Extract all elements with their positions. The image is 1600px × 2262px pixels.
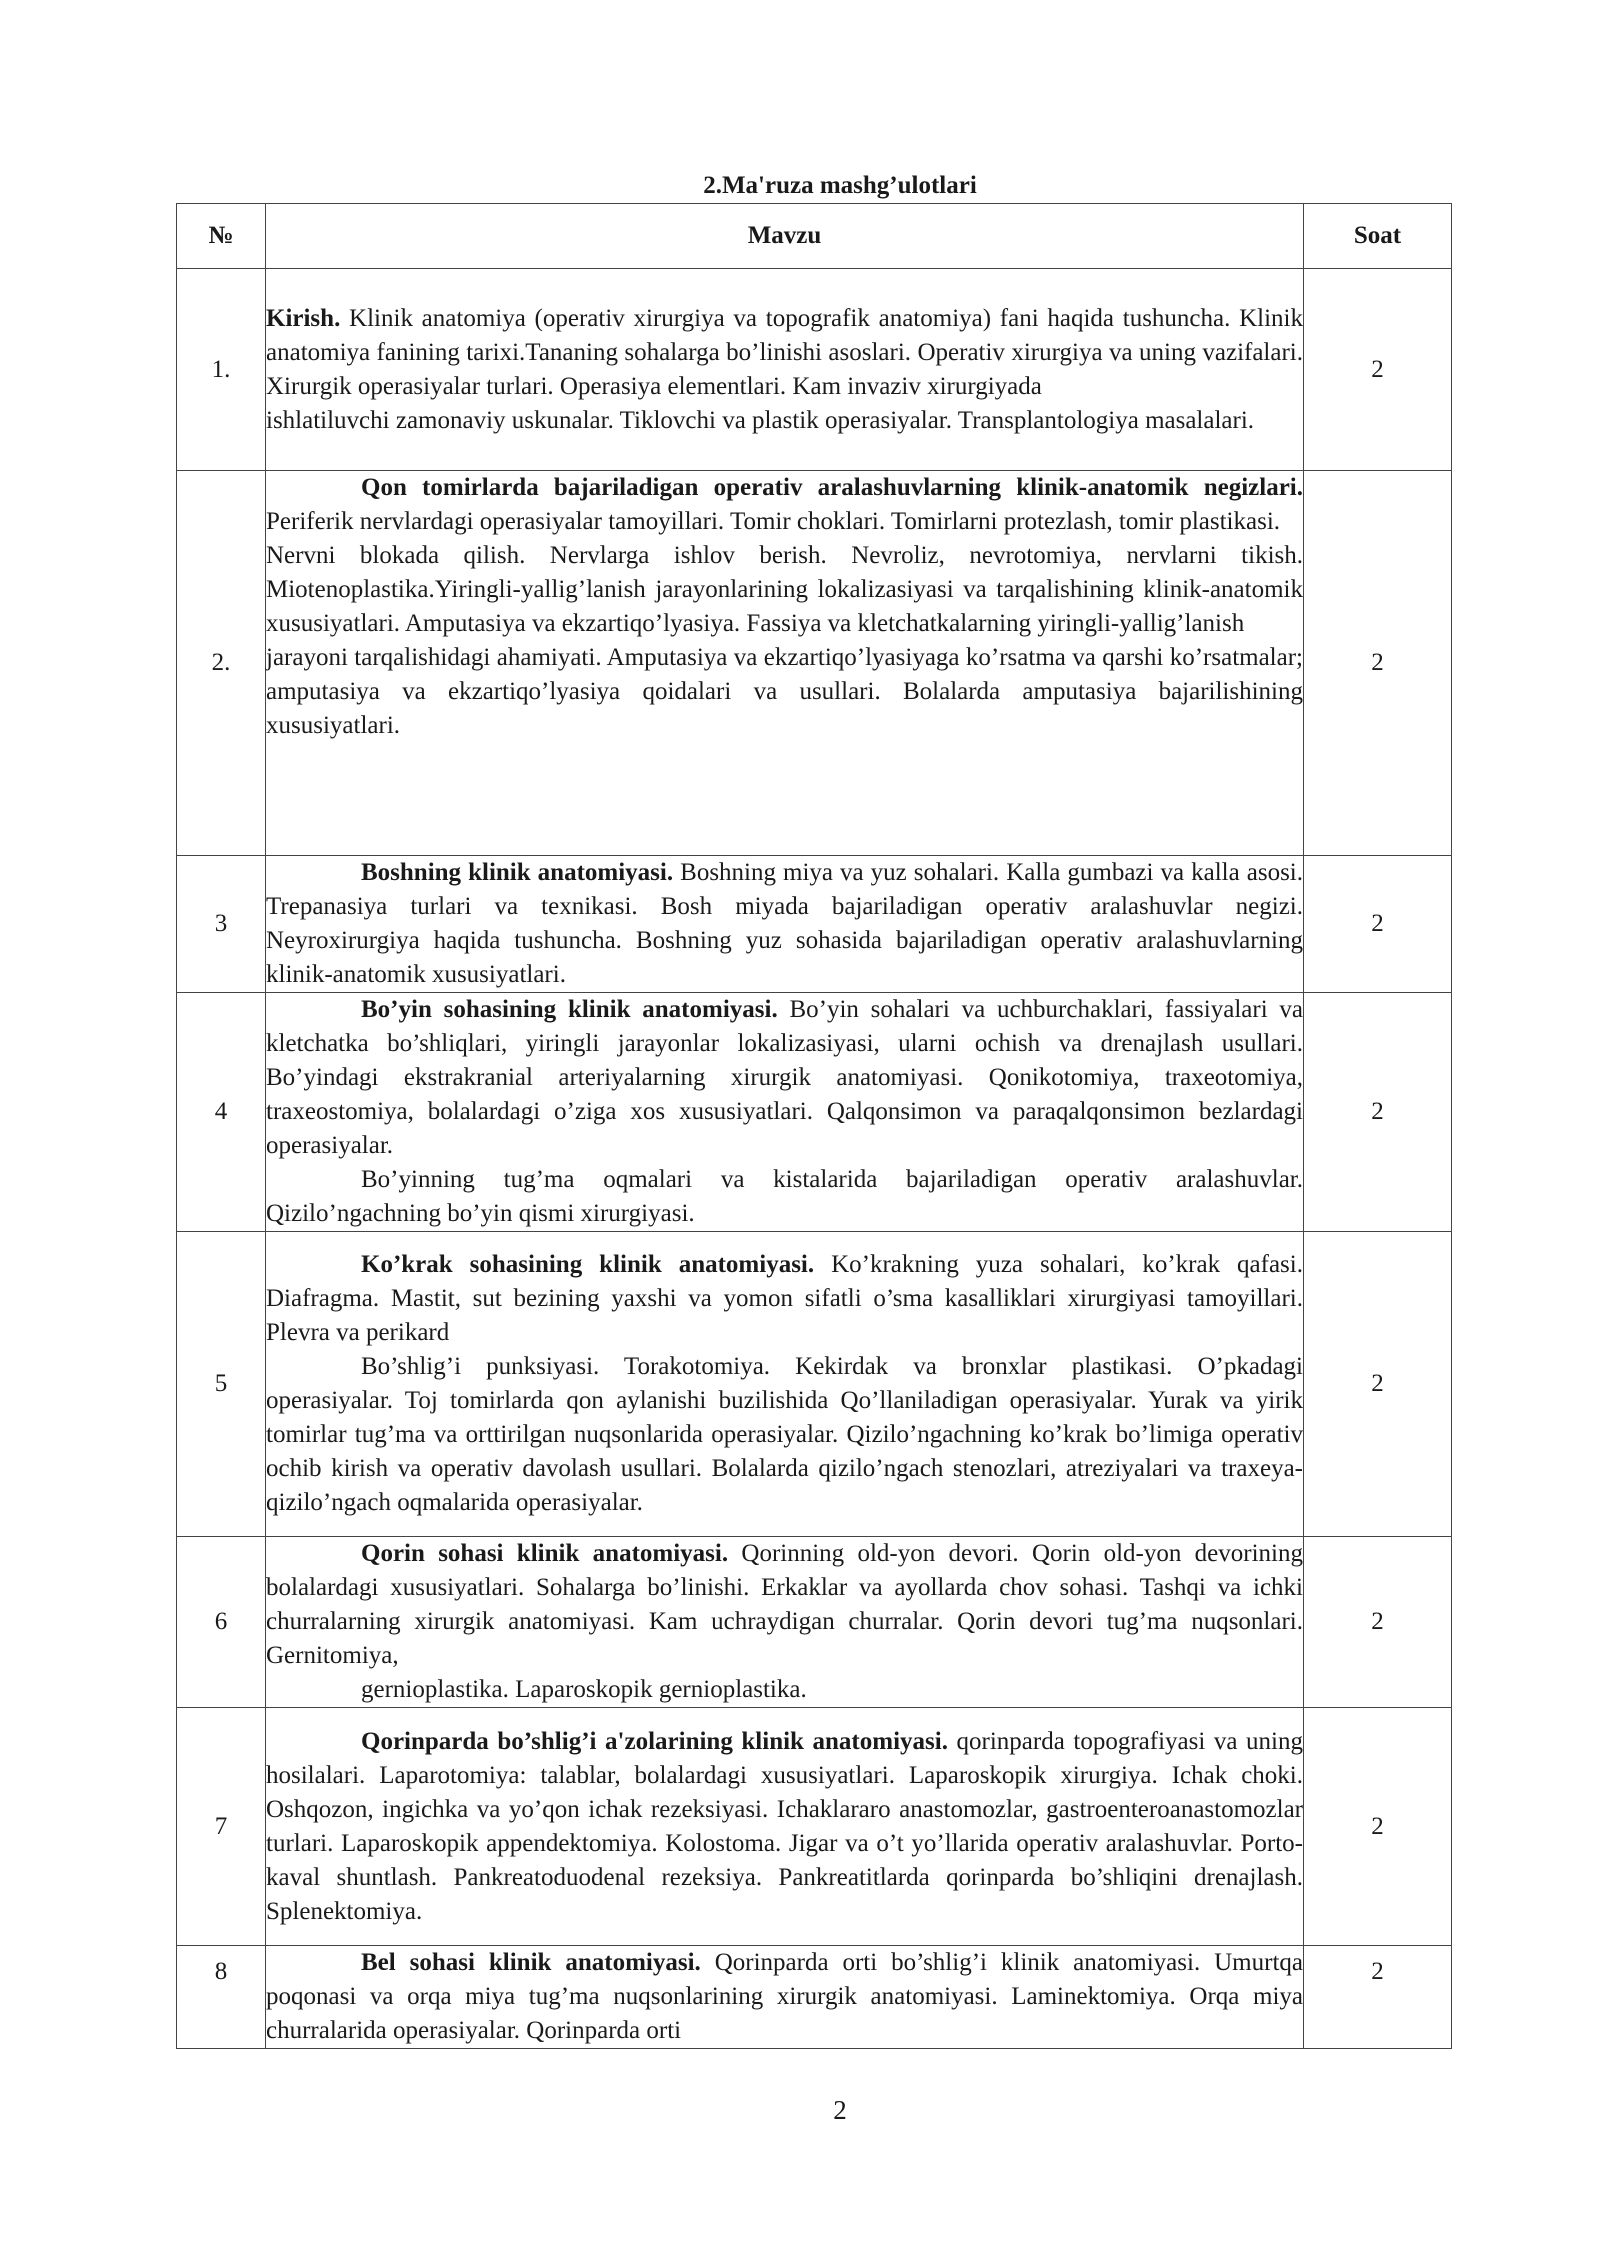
- row-hours: 2: [1304, 1708, 1452, 1946]
- row-number: 3: [177, 856, 266, 993]
- topic-text: Bo’yin sohalari va uchburchaklari, fassiyalari va kletchatka bo’shliqlari, yiringli jarayonlar lokalizasiyasi, ularni ochish va drenajlash usullari. Bo’yindagi ekstrakranial arteriyalarning xirurgik anatomiyasi. Qonikotomiya, traxeotomiya, traxeostomiya, bolalardagi o’ziga xos xususiyatlari. Qalqonsimon va paraqalqonsimon bezlardagi operasiyalar.: [266, 996, 1304, 1159]
- table-row: [177, 1946, 1452, 2049]
- topic-text: Bo’yinning tug’ma oqmalari va kistalarida bajariladigan operativ aralashuvlar. Qizilo’ngachning bo’yin qismi xirurgiyasi.: [266, 1166, 1303, 1227]
- table-row: [177, 1708, 1452, 1946]
- topic-heading: Bo’yin sohasining klinik anatomiyasi.: [361, 996, 778, 1023]
- section-title: 2.Ma'ruza mashg’ulotlari: [703, 172, 977, 199]
- topic-heading: Ko’krak sohasining klinik anatomiyasi.: [361, 1251, 815, 1278]
- header-topic: Mavzu: [266, 204, 1304, 269]
- row-topic: [266, 269, 1304, 471]
- topic-text: Klinik anatomiya (operativ xirurgiya va topografik anatomiya) fani haqida tushuncha. Klinik anatomiya fanining tarixi.Tananing sohalarga bo’linishi asoslari. Operativ xirurgiya va uning vazifalari. Xirurgik operasiyalar turlari. Operasiya elementlari. Kam invaziv xirurgiyada: [266, 304, 1303, 400]
- topic-text: jarayoni tarqalishidagi ahamiyati. Amputasiya va ekzartiqo’lyasiyaga ko’rsatma va qarshi ko’rsatmalar; amputasiya va ekzartiqo’lyasiya qoidalari va usullari. Bolalarda amputasiya bajarilishining xususiyatlari.: [266, 644, 1303, 739]
- table-row: [177, 993, 1452, 1232]
- row-number: 7: [177, 1708, 266, 1946]
- table-header-row: [177, 204, 1452, 269]
- topic-text: Boshning miya va yuz sohalari. Kalla gumbazi va kalla asosi. Trepanasiya turlari va texnikasi. Bosh miyada bajariladigan operativ aralashuvlar negizi. Neyroxirurgiya haqida tushuncha. Boshning yuz sohasida bajariladigan operativ aralashuvlarning klinik-anatomik xususiyatlari.: [266, 859, 1303, 988]
- topic-heading: Qorin sohasi klinik anatomiyasi.: [361, 1540, 729, 1567]
- topic-text: Qorinning old-yon devori. Qorin old-yon devorining bolalardagi xususiyatlari. Sohalarga bo’linishi. Erkaklar va ayollarda chov sohasi. Tashqi va ichki churralarning xirurgik anatomiyasi. Kam uchraydigan churralar. Qorin devori tug’ma nuqsonlari. Gernitomiya,: [266, 1540, 1303, 1669]
- row-topic: [266, 1708, 1304, 1946]
- row-hours: 2: [1304, 1232, 1452, 1537]
- table-row: [177, 471, 1452, 856]
- topic-text: ishlatiluvchi zamonaviy uskunalar. Tiklovchi va plastik operasiyalar. Transplantologiya masalalari.: [266, 406, 1255, 434]
- row-hours: 2: [1304, 269, 1452, 471]
- table-row: [177, 269, 1452, 471]
- header-hours: Soat: [1304, 204, 1452, 269]
- topic-text: qorinparda topografiyasi va uning hosilalari. Laparotomiya: talablar, bolalardagi xususiyatlari. Laparoskopik xirurgiya. Ichak choki. Oshqozon, ingichka va yo’qon ichak rezeksiyasi. Ichaklararo anastomozlar, gastroenteroanastomozlar turlari. Laparoskopik appendektomiya. Kolostoma. Jigar va o’t yo’llarida operativ aralashuvlar. Porto-kaval shuntlash. Pankreatoduodenal rezeksiya. Pankreatitlarda qorinparda bo’shliqini drenajlash. Splenektomiya.: [266, 1727, 1303, 1925]
- topic-text: Ko’krakning yuza sohalari, ko’krak qafasi. Diafragma. Mastit, sut bezining yaxshi va yomon sifatli o’sma kasalliklari xirurgiyasi tamoyillari. Plevra va perikard: [266, 1251, 1303, 1346]
- topic-heading: Bel sohasi klinik anatomiyasi.: [361, 1949, 701, 1976]
- row-topic: [266, 471, 1304, 856]
- header-number: №: [177, 204, 266, 269]
- topic-text: Nervni blokada qilish. Nervlarga ishlov berish. Nevroliz, nevrotomiya, nervlarni tikish. Miotenoplastika.Yiringli-yallig’lanish jarayonlarining lokalizasiyasi va tarqalishining klinik-anatomik xususiyatlari. Amputasiya va ekzartiqo’lyasiya. Fassiya va kletchatkalarning yiringli-yallig’lanish: [266, 542, 1303, 637]
- table-row: [177, 1537, 1452, 1708]
- topic-text: gernioplastika. Laparoskopik gernioplastika.: [361, 1676, 807, 1703]
- table-row: [177, 856, 1452, 993]
- topic-text: Bo’shlig’i punksiyasi. Torakotomiya. Kekirdak va bronxlar plastikasi. O’pkadagi operasiyalar. Toj tomirlarda qon aylanishi buzilishida Qo’llaniladigan operasiyalar. Yurak va yirik tomirlar tug’ma va orttirilgan nuqsonlarida operasiyalar. Qizilo’ngachning ko’krak bo’limiga operativ ochib kirish va operativ davolash usullari. Bolalarda qizilo’ngach stenozlari, atreziyalari va traxeya-qizilo’ngach oqmalarida operasiyalar.: [266, 1353, 1303, 1516]
- row-hours: 2: [1304, 1946, 1452, 2049]
- row-hours: 2: [1304, 471, 1452, 856]
- row-hours: 2: [1304, 993, 1452, 1232]
- topic-heading: Kirish.: [266, 304, 341, 332]
- row-topic: [266, 1232, 1304, 1537]
- lecture-table: [176, 203, 1452, 2049]
- row-hours: 2: [1304, 856, 1452, 993]
- row-hours: 2: [1304, 1537, 1452, 1708]
- row-number: 4: [177, 993, 266, 1232]
- page-number: 2: [833, 2095, 847, 2125]
- row-number: 2.: [177, 471, 266, 856]
- row-topic: [266, 1537, 1304, 1708]
- topic-text: Periferik nervlardagi operasiyalar tamoyillari. Tomir choklari. Tomirlarni protezlash, tomir plastikasi.: [266, 508, 1281, 535]
- topic-heading: Boshning klinik anatomiyasi.: [361, 859, 674, 886]
- row-number: 1.: [177, 269, 266, 471]
- row-topic: [266, 993, 1304, 1232]
- row-number: 8: [177, 1946, 266, 2049]
- row-number: 6: [177, 1537, 266, 1708]
- topic-heading: Qon tomirlarda bajariladigan operativ aralashuvlarning klinik-anatomik negizlari.: [361, 474, 1303, 501]
- row-topic: [266, 1946, 1304, 2049]
- row-topic: [266, 856, 1304, 993]
- row-number: 5: [177, 1232, 266, 1537]
- table-row: [177, 1232, 1452, 1537]
- topic-heading: Qorinparda bo’shlig’i a'zolarining klinik anatomiyasi.: [361, 1727, 948, 1755]
- topic-text: Qorinparda orti bo’shlig’i klinik anatomiyasi. Umurtqa poqonasi va orqa miya tug’ma nuqsonlarining xirurgik anatomiyasi. Laminektomiya. Orqa miya churralarida operasiyalar. Qorinparda orti: [266, 1949, 1303, 2044]
